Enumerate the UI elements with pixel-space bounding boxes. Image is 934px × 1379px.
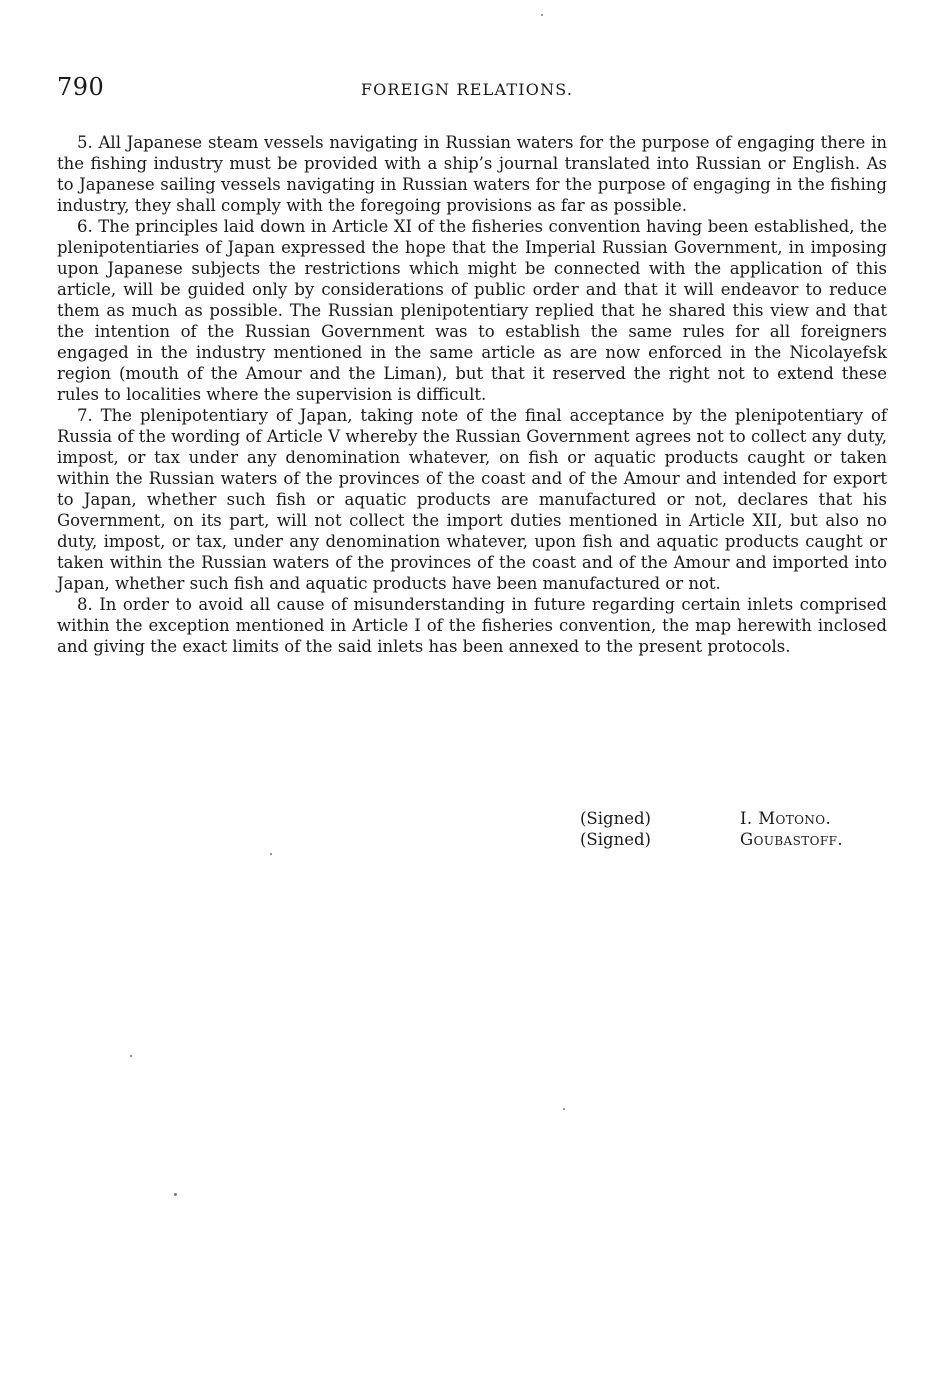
signed-label: (Signed) — [580, 809, 651, 828]
signatory-name: I. Motono. — [740, 809, 832, 828]
page-number: 790 — [57, 73, 105, 101]
signature-block — [580, 808, 900, 850]
paragraph-7: 7. The plenipotentiary of Japan, taking note of the final acceptance by the plenipotentiary of Russia of the wording of Article V whereby the Russian Government agrees not to collect any duty, impost, or tax under any denomination whatever, on fish or aquatic products caught or taken within the Russian waters of the provinces of the coast and of the Amour and intended for export to Japan, whether such fish or aquatic products are manufactured or not, declares that his Government, on its part, will not collect the import duties mentioned in Article XII, but also no duty, impost, or tax, under any denomination whatever, upon fish and aquatic products caught or taken within the Russian waters of the provinces of the coast and of the Amour and imported into Japan, whether such fish and aquatic products have been manufactured or not. — [57, 406, 887, 593]
paragraph-8: 8. In order to avoid all cause of misunderstanding in future regarding certain inlets comprised within the exception mentioned in Article I of the fisheries convention, the map herewith inclosed and giving the exact limits of the said inlets has been annexed to the present protocols. — [57, 595, 887, 656]
signed-label: (Signed) — [580, 830, 651, 849]
signatory-name: Goubastoff. — [740, 830, 843, 849]
paragraph-5: 5. All Japanese steam vessels navigating in Russian waters for the purpose of engaging there in the fishing industry must be provided with a ship’s journal translated into Russian or English. As to Japanese sailing vessels navigating in Russian waters for the purpose of engaging in the fishing industry, they shall comply with the foregoing provisions as far as possible. — [57, 133, 887, 215]
scan-speck — [174, 1193, 177, 1196]
running-title: FOREIGN RELATIONS. — [360, 80, 574, 99]
signature-row — [580, 829, 900, 850]
scan-speck — [541, 14, 543, 16]
scan-speck — [130, 1055, 132, 1057]
scan-speck — [270, 853, 272, 855]
paragraph-6: 6. The principles laid down in Article XI of the fisheries convention having been established, the plenipotentiaries of Japan expressed the hope that the Imperial Russian Government, in imposing upon Japanese subjects the restrictions which might be connected with the application of this article, will be guided only by considerations of public order and that it will endeavor to reduce them as much as possible. The Russian plenipotentiary replied that he shared this view and that the intention of the Russian Government was to establish the same rules for all foreigners engaged in the industry mentioned in the same article as are now enforced in the Nicolayefsk region (mouth of the Amour and the Liman), but that it reserved the right not to extend these rules to localities where the supervision is difficult. — [57, 217, 887, 404]
body-text — [57, 132, 887, 657]
scan-speck — [563, 1108, 565, 1110]
signature-row — [580, 808, 900, 829]
